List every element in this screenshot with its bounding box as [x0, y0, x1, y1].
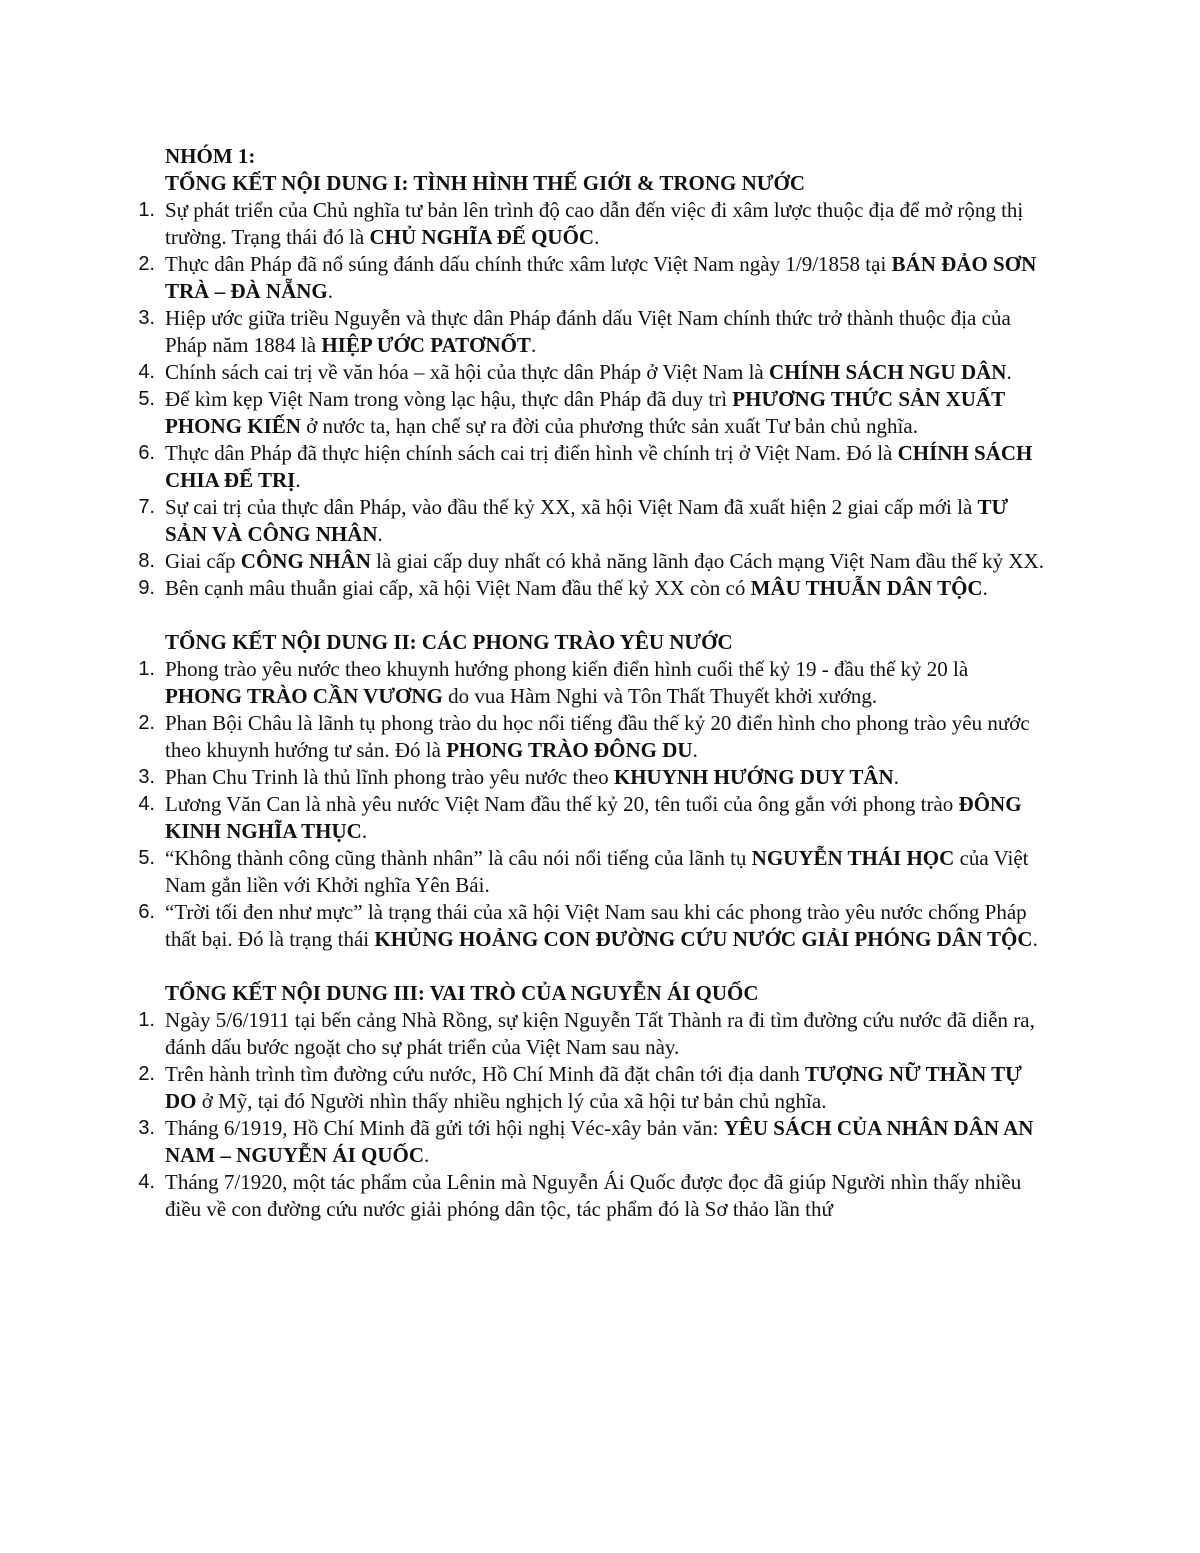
bold-answer: CHỦ NGHĨA ĐẾ QUỐC	[369, 225, 595, 249]
text-run: Phan Bội Châu là lãnh tụ phong trào du học nổi tiếng đầu thế kỷ 20 điển hình cho phong trào yêu nước theo khuynh hướng tư sản. Đó là	[165, 711, 1030, 762]
text-run: Sự cai trị của thực dân Pháp, vào đầu thế kỷ XX, xã hội Việt Nam đã xuất hiện 2 giai cấp mới là	[165, 495, 978, 519]
text-run: Tháng 6/1919, Hồ Chí Minh đã gửi tới hội nghị Véc-xây bản văn:	[165, 1116, 724, 1140]
list-item-text	[165, 846, 1028, 897]
text-run: .	[692, 738, 698, 762]
list-item-text	[165, 252, 1036, 303]
text-run: .	[377, 522, 383, 546]
list-item	[138, 656, 1050, 710]
text-run: .	[327, 279, 333, 303]
list-item-text	[165, 441, 1032, 492]
section-heading: TỔNG KẾT NỘI DUNG III: VAI TRÒ CỦA NGUYỄN ÁI QUỐC	[165, 981, 759, 1005]
bold-answer: CÔNG NHÂN	[240, 549, 371, 573]
text-run: ở Mỹ, tại đó Người nhìn thấy nhiều nghịch lý của xã hội tư bản chủ nghĩa.	[196, 1089, 827, 1113]
list-item-text	[165, 1008, 1035, 1059]
bold-answer: PHONG TRÀO CẦN VƯƠNG	[165, 684, 443, 708]
text-run: Lương Văn Can là nhà yêu nước Việt Nam đầu thế kỷ 20, tên tuổi của ông gắn với phong trào	[165, 792, 959, 816]
text-run: .	[530, 333, 537, 357]
text-run: Ngày 5/6/1911 tại bến cảng Nhà Rồng, sự kiện Nguyễn Tất Thành ra đi tìm đường cứu nước đã diễn ra, đánh dấu bước ngoặt cho sự phát triển của Việt Nam sau này.	[165, 1008, 1035, 1059]
bold-answer: ĐÔNG KINH NGHĨA THỤC	[165, 792, 1022, 843]
text-run: “Không thành công cũng thành nhân” là câu nói nổi tiếng của lãnh tụ	[165, 846, 752, 870]
list-item-number: 2.	[138, 712, 155, 734]
bold-answer: PHONG TRÀO ĐÔNG DU	[446, 738, 693, 762]
bold-answer: BÁN ĐẢO SƠN TRÀ – ĐÀ NẴNG	[165, 252, 1037, 303]
section-heading: TỔNG KẾT NỘI DUNG I: TÌNH HÌNH THẾ GIỚI & TRONG NƯỚC	[165, 171, 806, 195]
list-item	[138, 548, 1050, 575]
text-run: .	[295, 468, 301, 492]
list-item	[138, 197, 1050, 251]
list-item-text	[165, 576, 988, 600]
list-item-text	[165, 1116, 1033, 1167]
list-item-text	[165, 387, 1005, 438]
list-item-number: 6.	[138, 901, 155, 923]
text-run: Phan Chu Trinh là thủ lĩnh phong trào yêu nước theo	[165, 765, 614, 789]
list-item-number: 1.	[138, 199, 155, 221]
list-item	[138, 764, 1050, 791]
list-item	[138, 1007, 1050, 1061]
bold-answer: TƯ SẢN VÀ CÔNG NHÂN	[165, 495, 1009, 546]
text-run: là giai cấp duy nhất có khả năng lãnh đạo Cách mạng Việt Nam đầu thế kỷ XX.	[370, 549, 1044, 573]
list-item-text	[165, 306, 1011, 357]
bold-answer: CHÍNH SÁCH NGU DÂN	[769, 360, 1007, 384]
list-item-text	[165, 549, 1044, 573]
list-item-number: 2.	[138, 1063, 155, 1085]
numbered-list	[138, 1007, 1050, 1223]
text-run: Tháng 7/1920, một tác phẩm của Lênin mà Nguyễn Ái Quốc được đọc đã giúp Người nhìn thấy nhiều điều về con đường cứu nước giải phóng dân tộc, tác phẩm đó là Sơ thảo lần thứ	[165, 1170, 1022, 1221]
list-item	[138, 386, 1050, 440]
text-run: .	[893, 765, 899, 789]
list-item-number: 9.	[138, 577, 155, 599]
text-run: Trên hành trình tìm đường cứu nước, Hồ Chí Minh đã đặt chân tới địa danh	[165, 1062, 806, 1086]
bold-answer: YÊU SÁCH CỦA NHÂN DÂN AN NAM – NGUYỄN ÁI QUỐC	[165, 1116, 1034, 1167]
text-run: Sự phát triển của Chủ nghĩa tư bản lên trình độ cao dẫn đến việc đi xâm lược thuộc địa để mở rộng thị trường. Trạng thái đó là	[165, 198, 1024, 249]
text-run: Thực dân Pháp đã nổ súng đánh dấu chính thức xâm lược Việt Nam ngày 1/9/1858 tại	[165, 252, 892, 276]
text-run: Để kìm kẹp Việt Nam trong vòng lạc hậu, thực dân Pháp đã duy trì	[165, 387, 733, 411]
sections-container	[138, 170, 1050, 1223]
numbered-list	[138, 197, 1050, 602]
list-item	[138, 1169, 1050, 1223]
list-item-text	[165, 900, 1038, 951]
list-item-number: 3.	[138, 766, 155, 788]
list-item-text	[165, 765, 899, 789]
list-item-text	[165, 1062, 1022, 1113]
text-run: Bên cạnh mâu thuẫn giai cấp, xã hội Việt Nam đầu thế kỷ XX còn có	[165, 576, 751, 600]
bold-answer: PHƯƠNG THỨC SẢN XUẤT PHONG KIẾN	[165, 387, 1005, 438]
text-run: .	[361, 819, 368, 843]
text-run: .	[594, 225, 600, 249]
list-item-text	[165, 495, 1008, 546]
list-item-number: 8.	[138, 550, 155, 572]
bold-answer: KHỦNG HOẢNG CON ĐƯỜNG CỨU NƯỚC GIẢI PHÓNG DÂN TỘC	[374, 927, 1033, 951]
list-item-text	[165, 657, 968, 708]
list-item	[138, 845, 1050, 899]
list-item-number: 5.	[138, 847, 155, 869]
list-item-number: 5.	[138, 388, 155, 410]
text-run: Thực dân Pháp đã thực hiện chính sách cai trị điển hình về chính trị ở Việt Nam. Đó là	[165, 441, 898, 465]
bold-answer: MÂU THUẪN DÂN TỘC	[750, 576, 983, 600]
section-heading: TỔNG KẾT NỘI DUNG II: CÁC PHONG TRÀO YÊU NƯỚC	[165, 630, 733, 654]
list-item-number: 3.	[138, 1117, 155, 1139]
text-run: Phong trào yêu nước theo khuynh hướng phong kiến điển hình cuối thế kỷ 19 - đầu thế kỷ 20 là	[165, 657, 969, 681]
list-item-number: 1.	[138, 658, 155, 680]
text-run: Chính sách cai trị về văn hóa – xã hội của thực dân Pháp ở Việt Nam là	[165, 360, 770, 384]
text-run: ở nước ta, hạn chế sự ra đời của phương thức sản xuất Tư bản chủ nghĩa.	[300, 414, 918, 438]
list-item	[138, 305, 1050, 359]
list-item	[138, 251, 1050, 305]
list-item-text	[165, 792, 1022, 843]
group-title: NHÓM 1:	[165, 144, 256, 168]
list-item	[138, 575, 1050, 602]
list-item-text	[165, 198, 1023, 249]
bold-answer: KHUYNH HƯỚNG DUY TÂN	[613, 765, 894, 789]
list-item-number: 1.	[138, 1009, 155, 1031]
document-body	[138, 143, 1050, 1223]
text-run: “Trời tối đen như mực” là trạng thái của xã hội Việt Nam sau khi các phong trào yêu nước chống Pháp thất bại. Đó là trạng thái	[165, 900, 1027, 951]
list-item-number: 4.	[138, 361, 155, 383]
list-item-number: 2.	[138, 253, 155, 275]
list-item-text	[165, 711, 1030, 762]
bold-answer: CHÍNH SÁCH CHIA ĐỂ TRỊ	[165, 441, 1033, 492]
list-item	[138, 899, 1050, 953]
text-run: .	[1032, 927, 1038, 951]
list-item-text	[165, 1170, 1021, 1221]
numbered-list	[138, 656, 1050, 953]
list-item	[138, 1061, 1050, 1115]
list-item	[138, 710, 1050, 764]
list-item	[138, 1115, 1050, 1169]
list-item-number: 4.	[138, 1171, 155, 1193]
list-item	[138, 359, 1050, 386]
list-item-text	[165, 360, 1012, 384]
text-run: .	[1006, 360, 1012, 384]
text-run: Hiệp ước giữa triều Nguyễn và thực dân Pháp đánh dấu Việt Nam chính thức trở thành thuộc địa của Pháp năm 1884 là	[165, 306, 1011, 357]
bold-answer: HIỆP ƯỚC PATƠNỐT	[321, 333, 531, 357]
list-item	[138, 494, 1050, 548]
bold-answer: NGUYỄN THÁI HỌC	[751, 846, 955, 870]
text-run: của Việt Nam gắn liền với Khởi nghĩa Yên Bái.	[165, 846, 1029, 897]
list-item-number: 7.	[138, 496, 155, 518]
list-item-number: 4.	[138, 793, 155, 815]
bold-answer: TƯỢNG NỮ THẦN TỰ DO	[165, 1062, 1022, 1113]
text-run: Giai cấp	[165, 549, 241, 573]
list-item	[138, 440, 1050, 494]
list-item-number: 6.	[138, 442, 155, 464]
list-item	[138, 791, 1050, 845]
text-run: do vua Hàm Nghi và Tôn Thất Thuyết khởi xướng.	[442, 684, 878, 708]
text-run: .	[982, 576, 988, 600]
text-run: .	[424, 1143, 430, 1167]
list-item-number: 3.	[138, 307, 155, 329]
